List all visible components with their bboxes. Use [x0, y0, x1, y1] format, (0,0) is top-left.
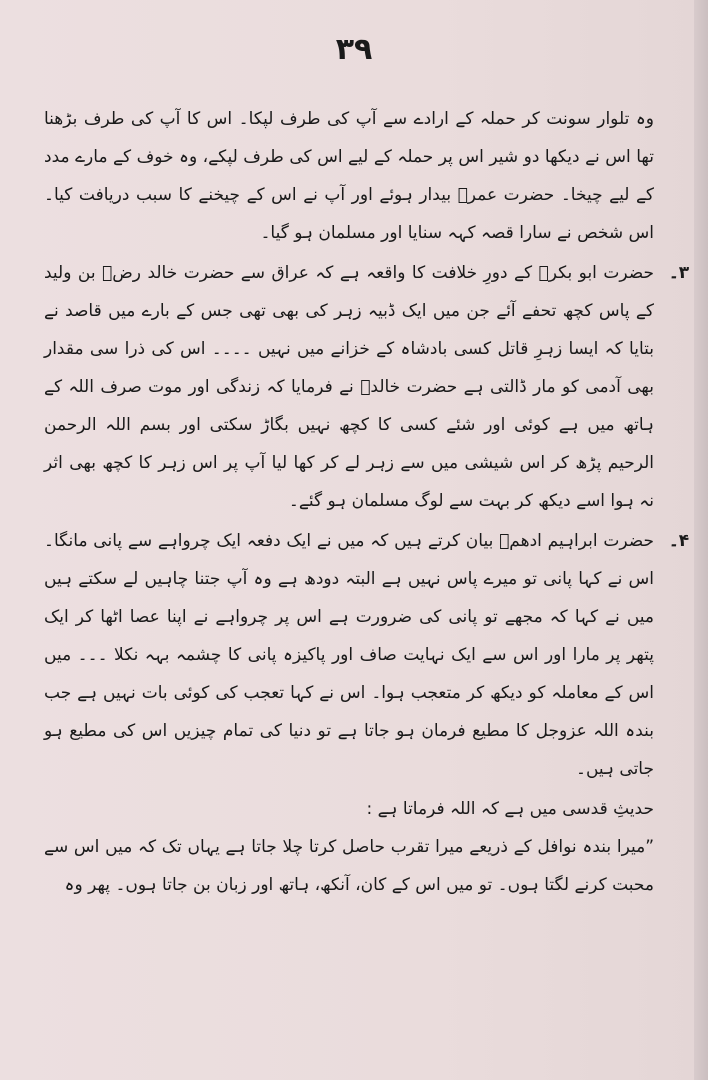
paragraph-text: وہ تلوار سونت کر حملہ کے ارادے سے آپ کی طرف لپکا۔ اس کا آپ کی طرف بڑھنا تھا اس نے دیکھا دو شیر اس پر حملہ کے لیے اس کی طرف لپکے، وہ خوف کے مارے مدد کے لیے چیخا۔ حضرت عمرؓ بیدار ہوئے اور آپ نے اس کے چیخنے کا سبب دریافت کیا۔ اس شخص نے سارا قصہ کہہ سنایا اور مسلمان ہو گیا۔: [44, 109, 654, 243]
paragraph-text: حضرت ابراہیم ادھمؒ بیان کرتے ہیں کہ میں نے ایک دفعہ ایک چرواہے سے پانی مانگا۔ اس نے کہا پانی تو میرے پاس نہیں ہے البتہ دودھ ہے وہ آپ جتنا چاہیں لے سکتے ہیں میں نے کہا کہ مجھے تو پانی کی ضرورت ہے اس پر چرواہے نے اپنا عصا اٹھا کر ایک پتھر پر مارا اور اس سے ایک نہایت صاف اور پاکیزہ پانی کا چشمہ بہہ نکلا ۔۔۔ میں اس کے معاملہ کو دیکھ کر متعجب ہوا۔ اس نے کہا تعجب کی کوئی بات نہیں ہے جب بندہ اللہ عزوجل کا مطیع فرمان ہو جاتا ہے تو دنیا کی تمام چیزیں اس کی مطیع ہو جاتی ہیں۔: [44, 531, 654, 779]
page-body: [44, 100, 690, 904]
hadith-quote: ”میرا بندہ نوافل کے ذریعے میرا تقرب حاصل کرتا چلا جاتا ہے یہاں تک کہ میں اس سے محبت کرنے لگتا ہوں۔ تو میں اس کے کان، آنکھ، ہاتھ اور زبان بن جاتا ہوں۔ پھر وہ: [44, 837, 654, 895]
paragraph-3: [44, 254, 690, 520]
paragraph-number: ۴۔: [668, 531, 690, 551]
page-edge-shadow: [694, 0, 708, 1080]
hadith-intro: حدیثِ قدسی میں ہے کہ اللہ فرماتا ہے :: [366, 799, 654, 819]
page-number: ۳۹: [335, 32, 373, 67]
paragraph-text: حضرت ابو بکرؓ کے دورِ خلافت کا واقعہ ہے کہ عراق سے حضرت خالد رضؓ بن ولید کے پاس کچھ تحفے آئے جن میں ایک ڈبیہ زہر کی بھی تھی جس کے بارے میں قاصد نے بتایا کہ ایسا زہرِ قاتل کسی بادشاہ کے خزانے میں نہیں ۔۔۔۔ اس کی ذرا سی مقدار بھی آدمی کو مار ڈالتی ہے حضرت خالدؓ نے فرمایا کہ زندگی اور موت صرف اللہ کے ہاتھ میں ہے کوئی اور شئے کسی کا کچھ نہیں بگاڑ سکتی اور بسم اللہ الرحمن الرحیم پڑھ کر اس شیشی میں سے زہر لے کر کھا لیا آپ پر اس زہر کا کچھ بھی اثر نہ ہوا اسے دیکھ کر بہت سے لوگ مسلمان ہو گئے۔: [44, 263, 654, 511]
paragraph-4: [44, 522, 690, 788]
paragraph-continued: [44, 100, 654, 252]
paragraph-number: ۳۔: [668, 263, 690, 283]
